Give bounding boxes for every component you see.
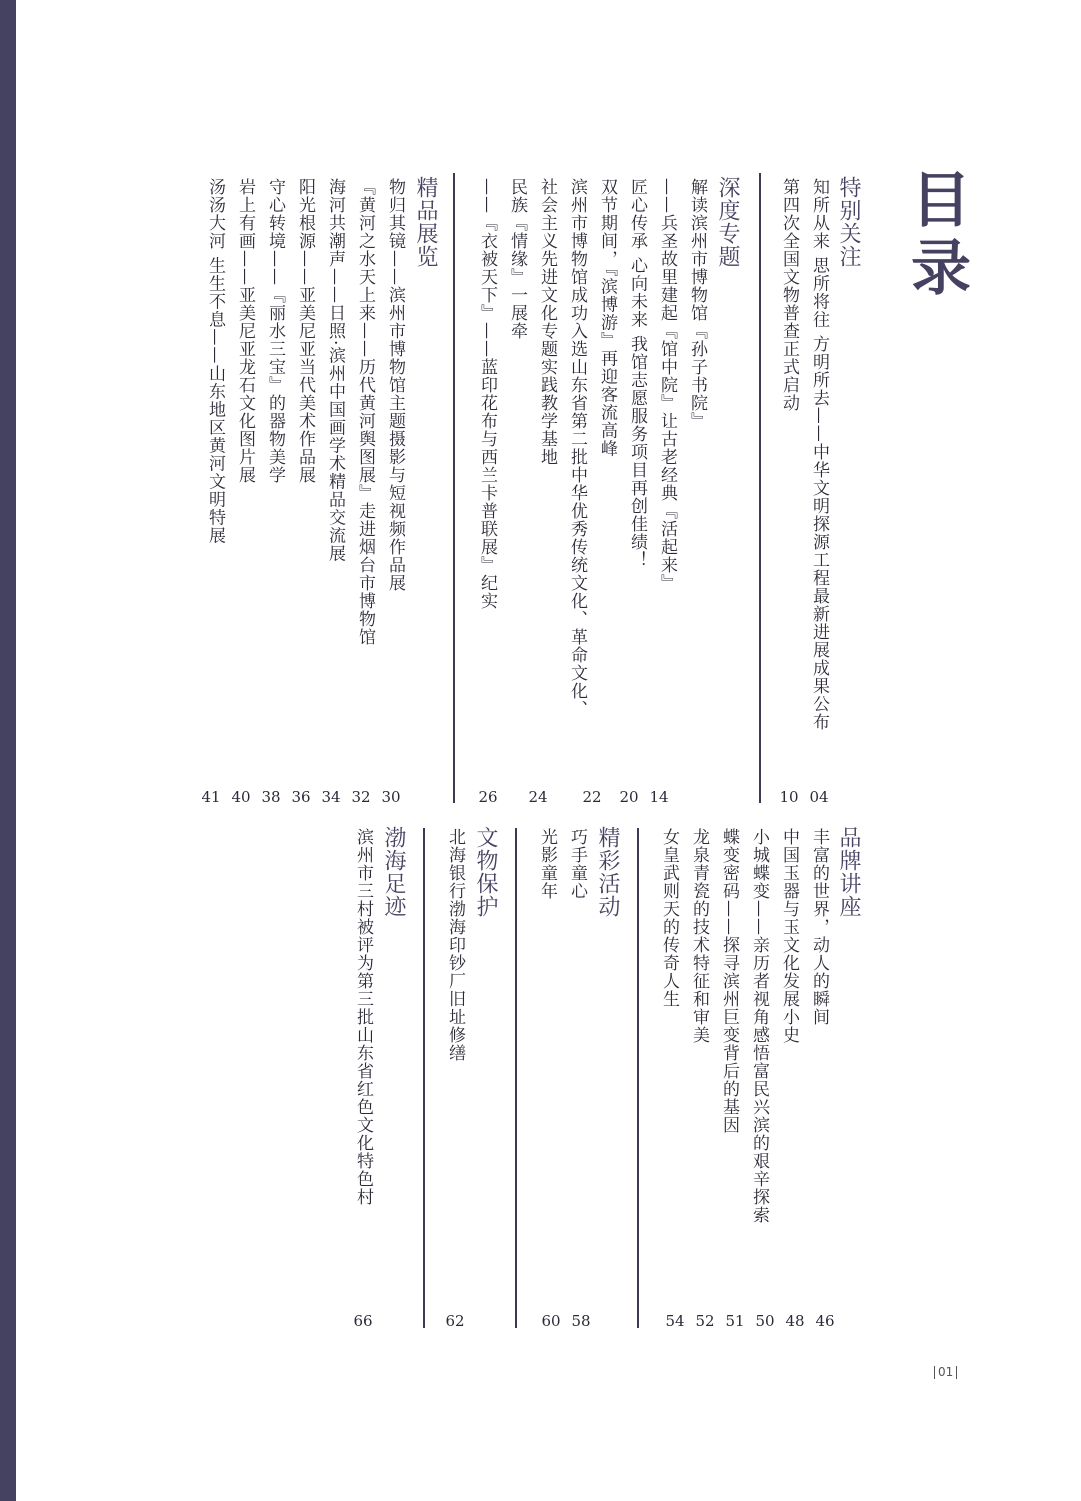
- page-ref[interactable]: 48: [785, 1312, 805, 1330]
- depth-item-4[interactable]: 双节期间，『滨博游』再迎客流高峰: [597, 178, 617, 458]
- depth-item-8[interactable]: ——『衣被天下』——蓝印花布与西兰卡普联展』纪实: [477, 178, 497, 610]
- page-ref[interactable]: 66: [353, 1312, 373, 1330]
- depth-item-1[interactable]: 解读滨州市博物馆『孙子书院』: [687, 178, 707, 430]
- divider-line: [453, 173, 455, 803]
- brand-item-3[interactable]: 小城蝶变——亲历者视角感悟富民兴滨的艰辛探索: [749, 828, 769, 1224]
- special-item-1[interactable]: 知所从来 思所将往 方明所去——中华文明探源工程最新进展成果公布: [809, 178, 829, 731]
- special-pages: [774, 788, 834, 806]
- divider-line: [515, 828, 517, 1328]
- exhibit-item-5[interactable]: 守心转境——『丽水三宝』的器物美学: [265, 178, 285, 484]
- brand-item-4[interactable]: 蝶变密码——探寻滨州巨变背后的基因: [719, 828, 739, 1134]
- page-ref[interactable]: 04: [809, 788, 829, 806]
- depth-item-7[interactable]: 民族『情缘』一展牵: [507, 178, 527, 340]
- page-ref[interactable]: 26: [478, 788, 498, 806]
- page-ref[interactable]: 52: [695, 1312, 715, 1330]
- exhibit-item-2[interactable]: 『黄河之水天上来——历代黄河舆图展』走进烟台市博物馆: [355, 178, 375, 646]
- depth-item-5[interactable]: 滨州市博物馆成功入选山东省第二批中华优秀传统文化、革命文化、: [567, 178, 587, 718]
- brand-item-6[interactable]: 女皇武则天的传奇人生: [659, 828, 679, 1008]
- page-title: 目录: [901, 168, 971, 304]
- page-ref[interactable]: 30: [381, 788, 401, 806]
- section-heading-exhibit: 精品展览: [413, 176, 438, 268]
- protect-pages: [440, 1312, 470, 1330]
- page-ref[interactable]: 50: [755, 1312, 775, 1330]
- page-ref[interactable]: 10: [779, 788, 799, 806]
- page-ref[interactable]: 54: [665, 1312, 685, 1330]
- activity-item-2[interactable]: 光影童年: [537, 828, 557, 900]
- depth-item-2[interactable]: ——兵圣故里建起『馆中院』让古老经典『活起来』: [657, 178, 677, 592]
- depth-list: [442, 178, 712, 718]
- page-ref[interactable]: 40: [231, 788, 251, 806]
- section-heading-activity: 精彩活动: [595, 826, 620, 918]
- special-item-2[interactable]: 第四次全国文物普查正式启动: [779, 178, 799, 412]
- page-ref[interactable]: 36: [291, 788, 311, 806]
- exhibit-item-4[interactable]: 阳光根源——亚美尼亚当代美术作品展: [295, 178, 315, 484]
- divider-line: [759, 173, 761, 803]
- divider-line: [423, 828, 425, 1328]
- page-ref[interactable]: 14: [649, 788, 669, 806]
- brand-list: [654, 828, 834, 1224]
- page-ref[interactable]: 60: [541, 1312, 561, 1330]
- brand-pages: [660, 1312, 840, 1330]
- bohai-pages: [348, 1312, 378, 1330]
- page-ref[interactable]: 20: [619, 788, 639, 806]
- page-ref[interactable]: 38: [261, 788, 281, 806]
- page-number: 01: [934, 1366, 957, 1379]
- bohai-list: [348, 828, 378, 1206]
- bohai-item-1[interactable]: 滨州市三村被评为第三批山东省红色文化特色村: [353, 828, 373, 1206]
- exhibit-item-6[interactable]: 岩上有画——亚美尼亚龙石文化图片展: [235, 178, 255, 484]
- exhibit-list: [198, 178, 410, 646]
- page-ref[interactable]: 41: [201, 788, 221, 806]
- section-heading-bohai: 渤海足迹: [381, 826, 406, 918]
- exhibit-pages: [196, 788, 406, 806]
- protect-item-1[interactable]: 北海银行渤海印钞厂旧址修缮: [445, 828, 465, 1062]
- page-ref[interactable]: 24: [528, 788, 548, 806]
- depth-item-3[interactable]: 匠心传承 心向未来 我馆志愿服务项目再创佳绩！: [627, 178, 647, 569]
- exhibit-item-1[interactable]: 物归其镜——滨州市博物馆主题摄影与短视频作品展: [385, 178, 405, 592]
- page-ref[interactable]: 22: [582, 788, 602, 806]
- activity-pages: [536, 1312, 596, 1330]
- page-ref[interactable]: 62: [445, 1312, 465, 1330]
- activity-item-1[interactable]: 巧手童心: [567, 828, 587, 900]
- depth-item-6[interactable]: 社会主义先进文化专题实践教学基地: [537, 178, 557, 466]
- page-ref[interactable]: 32: [351, 788, 371, 806]
- page-ref[interactable]: 58: [571, 1312, 591, 1330]
- page-ref[interactable]: 46: [815, 1312, 835, 1330]
- depth-pages: [470, 788, 674, 806]
- section-heading-special: 特别关注: [836, 176, 861, 268]
- activity-list: [532, 828, 592, 900]
- brand-item-2[interactable]: 中国玉器与玉文化发展小史: [779, 828, 799, 1044]
- left-accent-bar: [0, 0, 16, 1501]
- section-heading-protect: 文物保护: [473, 826, 498, 918]
- special-list: [774, 178, 834, 731]
- page-ref[interactable]: 51: [725, 1312, 745, 1330]
- brand-item-1[interactable]: 丰富的世界，动人的瞬间: [809, 828, 829, 1026]
- exhibit-item-7[interactable]: 汤汤大河 生生不息——山东地区黄河文明特展: [205, 178, 225, 545]
- protect-list: [440, 828, 470, 1062]
- divider-line: [637, 828, 639, 1328]
- brand-item-5[interactable]: 龙泉青瓷的技术特征和审美: [689, 828, 709, 1044]
- section-heading-depth: 深度专题: [715, 176, 740, 268]
- exhibit-item-3[interactable]: 海河共潮声——日照·滨州中国画学术精品交流展: [325, 178, 345, 563]
- page-ref[interactable]: 34: [321, 788, 341, 806]
- section-heading-brand: 品牌讲座: [836, 826, 861, 918]
